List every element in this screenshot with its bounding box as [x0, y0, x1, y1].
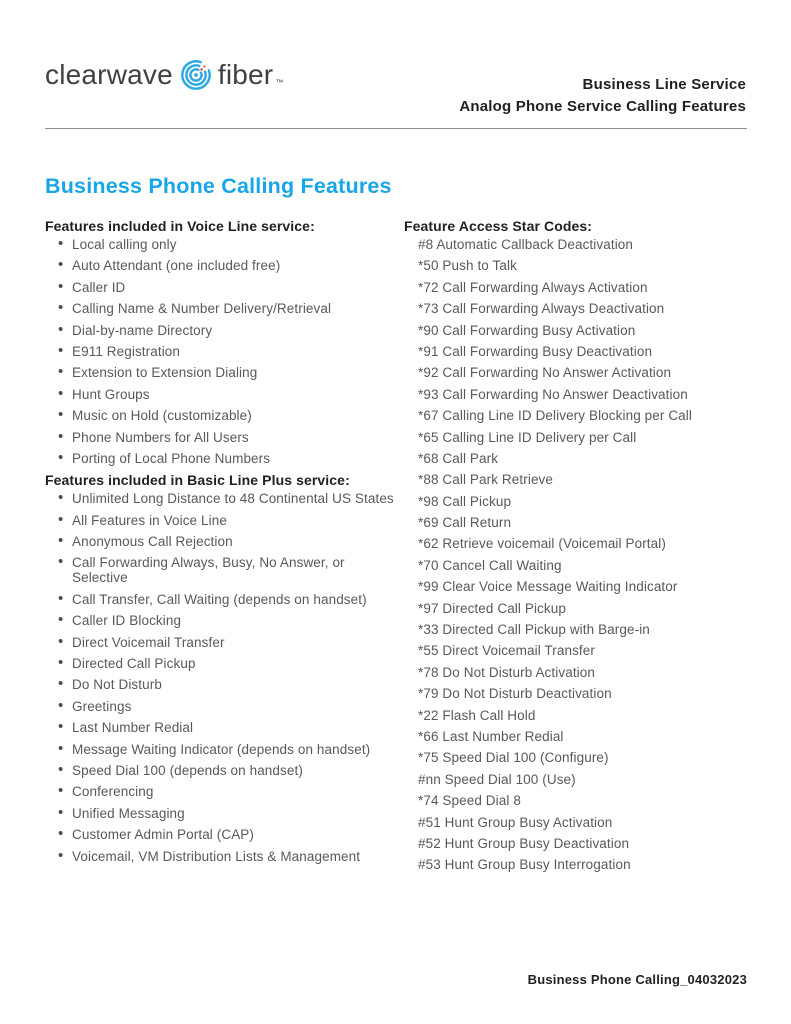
logo-text-fiber: fiber: [217, 59, 274, 90]
clearwave-logo-icon: [179, 58, 213, 92]
list-item: *22 Flash Call Hold: [418, 707, 536, 723]
list-item: • Voicemail, VM Distribution Lists & Management: [45, 849, 404, 864]
list-item: • Unified Messaging: [45, 806, 404, 821]
list-item: *33 Directed Call Pickup with Barge-in: [418, 622, 650, 638]
section-heading-voice-line: Features included in Voice Line service:: [45, 218, 315, 234]
doc-subtitle-line: Analog Phone Service Calling Features: [459, 97, 746, 115]
logo-text-clearwave: clearwave: [45, 59, 173, 90]
list-item: *75 Speed Dial 100 (Configure): [418, 750, 609, 766]
list-item: • Last Number Redial: [45, 720, 404, 735]
list-item: • Porting of Local Phone Numbers: [45, 451, 404, 466]
list-item: • Calling Name & Number Delivery/Retrieval: [45, 301, 404, 316]
list-item: *62 Retrieve voicemail (Voicemail Portal): [418, 536, 666, 552]
voice-line-feature-list: [45, 237, 404, 466]
document-footer: Business Phone Calling_04032023: [527, 972, 747, 987]
list-item: *70 Cancel Call Waiting: [418, 557, 562, 573]
list-item: *90 Call Forwarding Busy Activation: [418, 322, 636, 338]
list-item: • Music on Hold (customizable): [45, 408, 404, 423]
list-item: • Directed Call Pickup: [45, 656, 404, 671]
list-item: *78 Do Not Disturb Activation: [418, 664, 595, 680]
list-item: *92 Call Forwarding No Answer Activation: [418, 365, 672, 381]
list-item: • Unlimited Long Distance to 48 Continental US States: [45, 491, 404, 506]
basic-line-plus-feature-list: [45, 491, 404, 863]
list-item: • Message Waiting Indicator (depends on handset): [45, 742, 404, 757]
list-item: #53 Hunt Group Busy Interrogation: [418, 857, 631, 873]
list-item: • All Features in Voice Line: [45, 513, 404, 528]
star-codes-section: [404, 218, 747, 872]
list-item: #51 Hunt Group Busy Activation: [418, 814, 613, 830]
list-item: • Phone Numbers for All Users: [45, 430, 404, 445]
left-column: [45, 218, 404, 870]
list-item: *65 Calling Line ID Delivery per Call: [418, 429, 637, 445]
list-item: • Anonymous Call Rejection: [45, 534, 404, 549]
list-item: • Call Forwarding Always, Busy, No Answer, or Selective: [45, 555, 404, 585]
header-divider: [45, 128, 747, 129]
doc-service-line: Business Line Service: [582, 76, 746, 93]
list-item: • Direct Voicemail Transfer: [45, 635, 404, 650]
voice-line-section: [45, 218, 404, 466]
list-item: *50 Push to Talk: [418, 258, 517, 274]
list-item: *93 Call Forwarding No Answer Deactivation: [418, 386, 688, 402]
list-item: *66 Last Number Redial: [418, 728, 564, 744]
basic-line-plus-section: [45, 472, 404, 863]
list-item: *55 Direct Voicemail Transfer: [418, 643, 595, 659]
list-item: • Local calling only: [45, 237, 404, 252]
list-item: • Greetings: [45, 699, 404, 714]
content-columns: [45, 218, 747, 879]
star-codes-list: [404, 237, 747, 872]
list-item: *67 Calling Line ID Delivery Blocking per Call: [418, 408, 692, 424]
document-header: [459, 74, 746, 117]
list-item: • Customer Admin Portal (CAP): [45, 827, 404, 842]
list-item: *91 Call Forwarding Busy Deactivation: [418, 343, 653, 359]
list-item: • Caller ID: [45, 280, 404, 295]
clearwave-fiber-logo: [45, 58, 283, 92]
list-item: *98 Call Pickup: [418, 493, 512, 509]
list-item: • Speed Dial 100 (depends on handset): [45, 763, 404, 778]
page-title: Business Phone Calling Features: [45, 174, 392, 198]
list-item: #52 Hunt Group Busy Deactivation: [418, 835, 630, 851]
list-item: *79 Do Not Disturb Deactivation: [418, 686, 612, 702]
list-item: • Dial-by-name Directory: [45, 323, 404, 338]
list-item: *72 Call Forwarding Always Activation: [418, 279, 648, 295]
list-item: *99 Clear Voice Message Waiting Indicator: [418, 579, 678, 595]
list-item: *97 Directed Call Pickup: [418, 600, 566, 616]
right-column: [404, 218, 747, 879]
list-item: #8 Automatic Callback Deactivation: [418, 237, 634, 252]
list-item: *69 Call Return: [418, 515, 512, 531]
list-item: #nn Speed Dial 100 (Use): [418, 771, 576, 787]
list-item: • Do Not Disturb: [45, 677, 404, 692]
list-item: • E911 Registration: [45, 344, 404, 359]
list-item: • Conferencing: [45, 784, 404, 799]
list-item: *74 Speed Dial 8: [418, 793, 521, 809]
list-item: • Extension to Extension Dialing: [45, 365, 404, 380]
list-item: • Hunt Groups: [45, 387, 404, 402]
list-item: • Call Transfer, Call Waiting (depends on handset): [45, 592, 404, 607]
list-item: *88 Call Park Retrieve: [418, 472, 554, 488]
list-item: • Auto Attendant (one included free): [45, 258, 404, 273]
list-item: • Caller ID Blocking: [45, 613, 404, 628]
section-heading-star-codes: Feature Access Star Codes:: [404, 218, 593, 234]
list-item: *73 Call Forwarding Always Deactivation: [418, 301, 665, 317]
list-item: *68 Call Park: [418, 450, 499, 466]
section-heading-basic-line-plus: Features included in Basic Line Plus service:: [45, 472, 350, 489]
trademark-symbol: ™: [275, 78, 284, 87]
